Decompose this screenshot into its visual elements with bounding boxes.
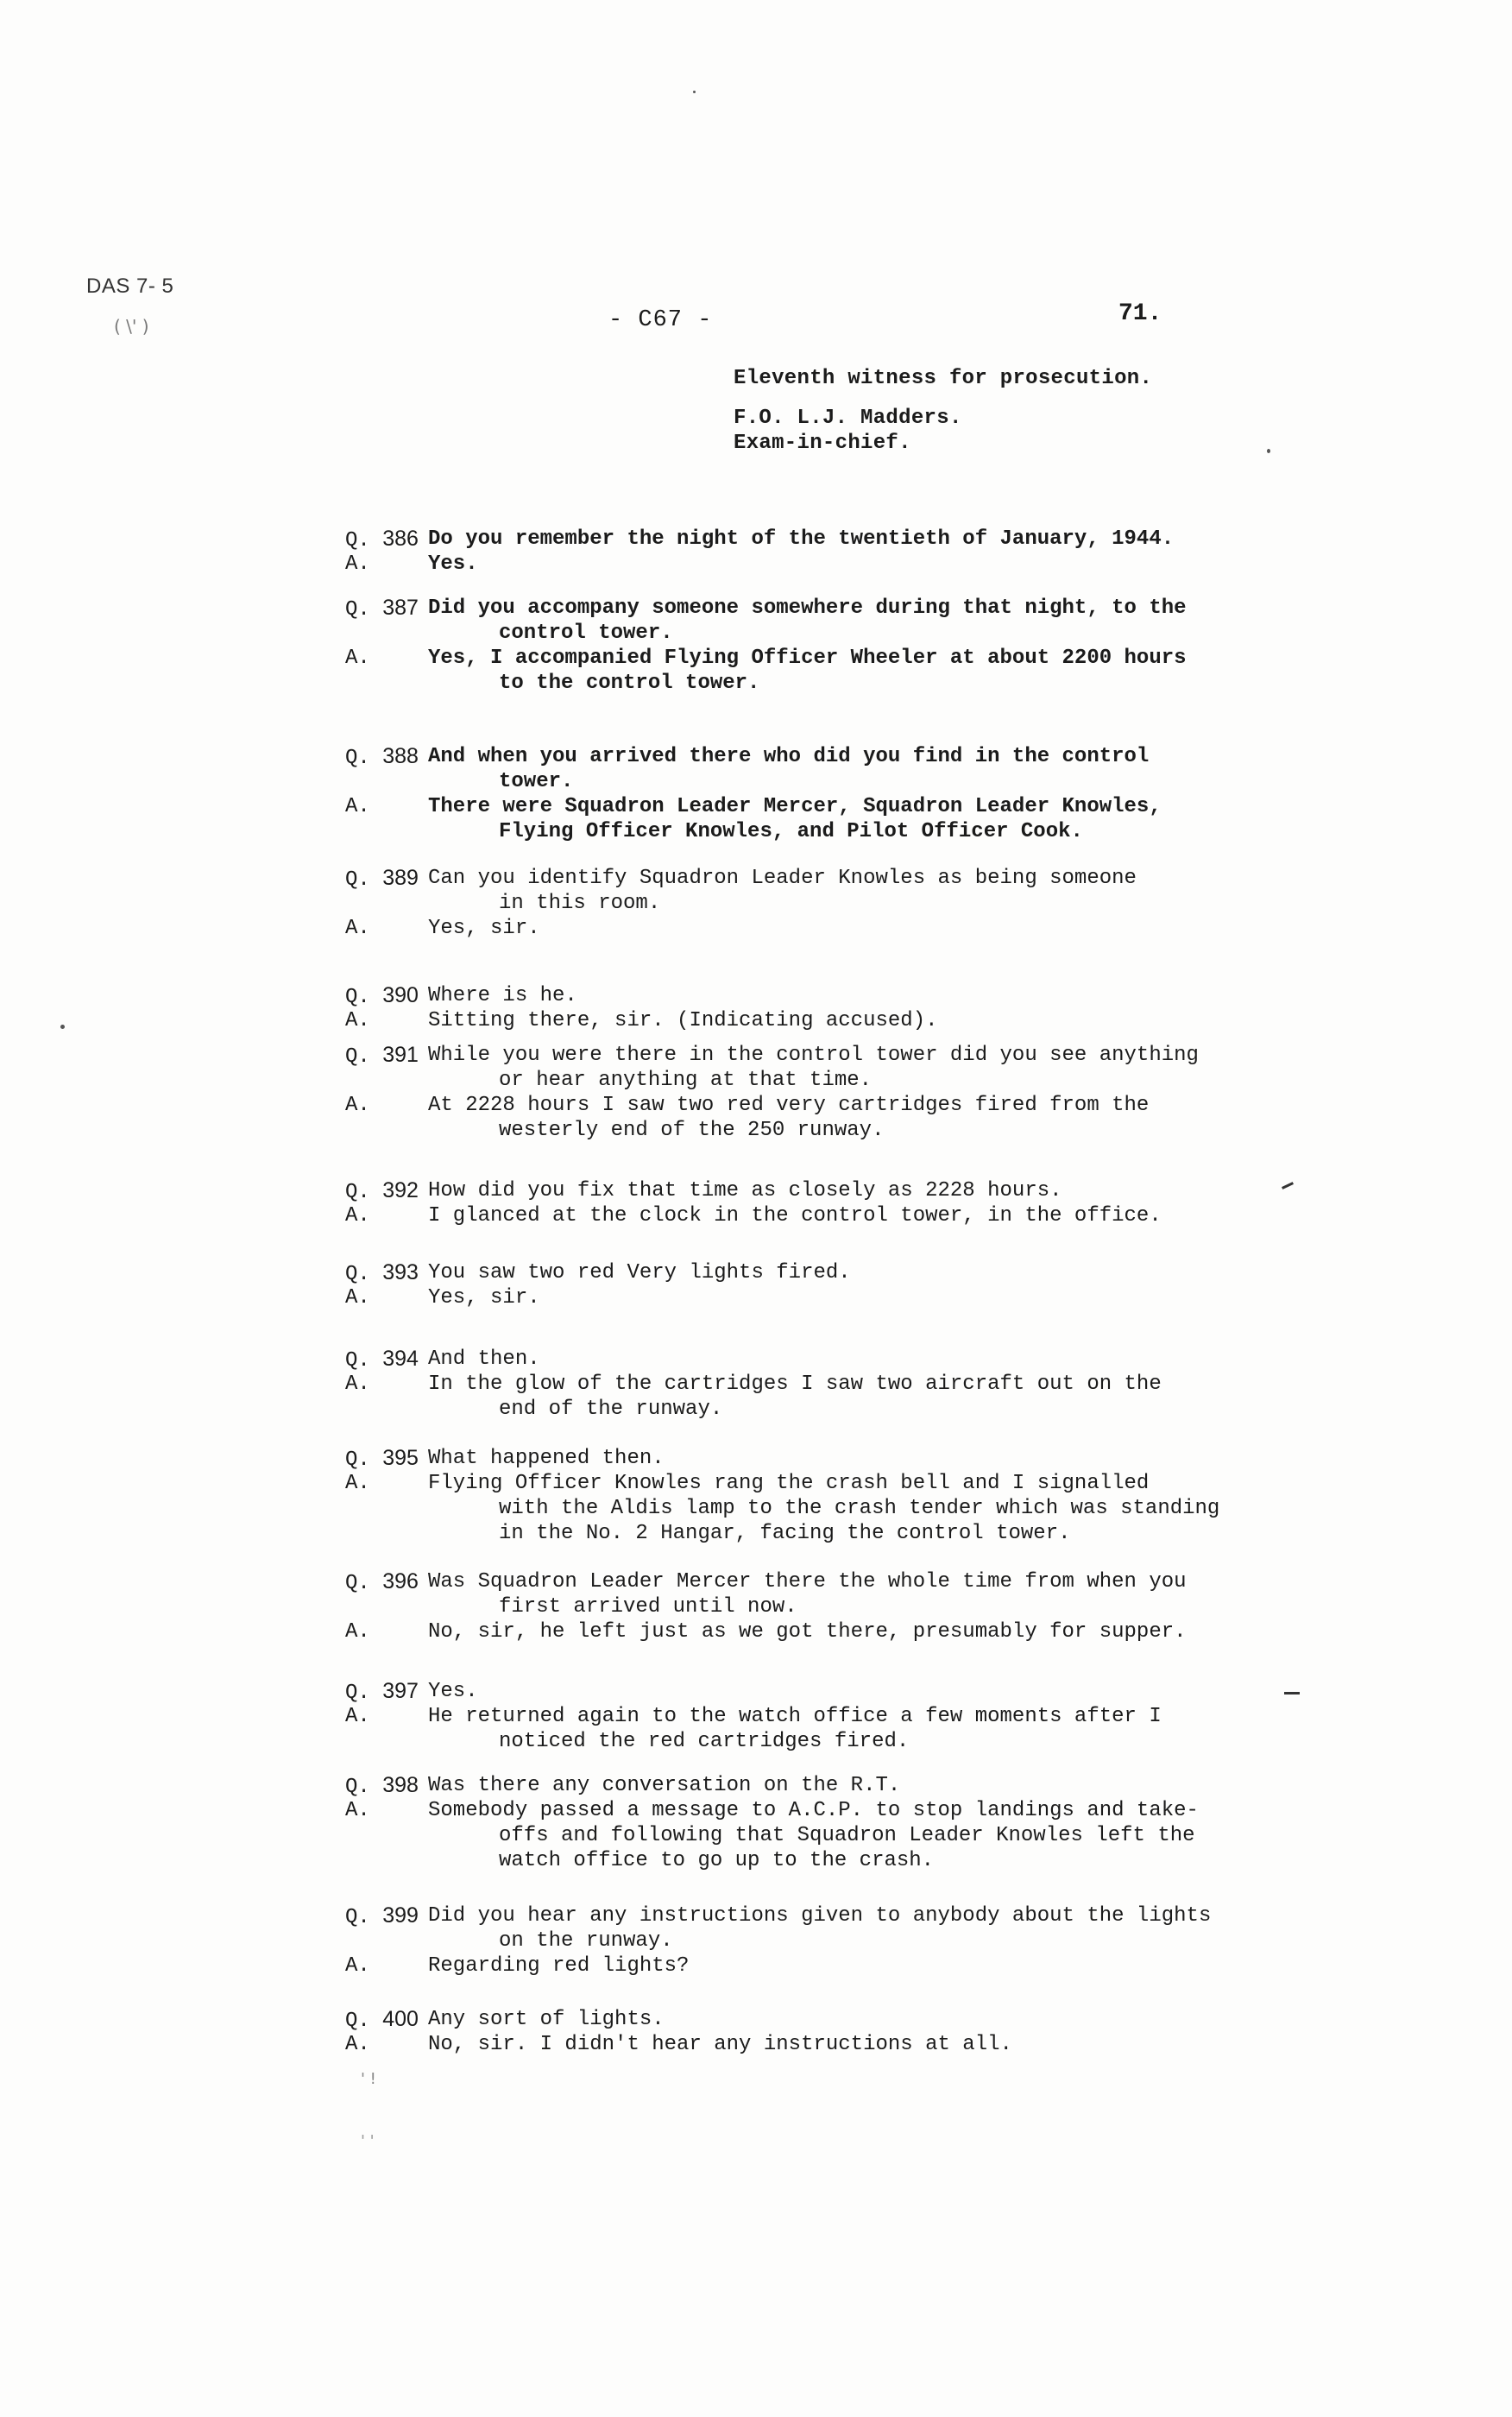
q-prefix: Q. — [345, 747, 370, 770]
answer-label: A. — [345, 1620, 370, 1644]
question-label — [345, 1446, 419, 1473]
answer-label: A. — [345, 917, 370, 940]
question-number: 394 — [382, 1347, 419, 1371]
answer-text: Regarding red lights? — [428, 1954, 690, 1978]
answer-label: A. — [345, 1799, 370, 1822]
scan-mark — [1282, 1182, 1294, 1190]
answer-text: Flying Officer Knowles, and Pilot Officer Cook. — [499, 820, 1083, 843]
answer-label: A. — [345, 795, 370, 818]
question-text: Yes. — [428, 1680, 478, 1703]
question-label — [345, 1569, 419, 1596]
q-prefix: Q. — [345, 1906, 370, 1929]
margin-mark: ( \' ) — [114, 316, 149, 337]
answer-text: Yes, sir. — [428, 1286, 540, 1309]
answer-text: noticed the red cartridges fired. — [499, 1730, 910, 1753]
question-text: And then. — [428, 1347, 540, 1371]
question-number: 386 — [382, 527, 419, 551]
question-text: While you were there in the control tower did you see anything — [428, 1044, 1199, 1067]
question-label — [345, 2007, 419, 2034]
answer-text: end of the runway. — [499, 1398, 723, 1421]
answer-text: I glanced at the clock in the control tower, in the office. — [428, 1204, 1162, 1227]
question-text: tower. — [499, 770, 574, 793]
question-number: 398 — [382, 1773, 419, 1797]
answer-text: to the control tower. — [499, 672, 760, 695]
question-number: 396 — [382, 1569, 419, 1593]
question-label — [345, 1178, 419, 1205]
answer-text: Sitting there, sir. (Indicating accused). — [428, 1009, 938, 1032]
answer-text: with the Aldis lamp to the crash tender which was standing — [499, 1497, 1220, 1520]
question-number: 393 — [382, 1260, 419, 1284]
answer-text: He returned again to the watch office a few moments after I — [428, 1705, 1162, 1728]
question-text: Do you remember the night of the twentieth of January, 1944. — [428, 527, 1175, 551]
question-text: in this room. — [499, 892, 661, 915]
question-label — [345, 1043, 419, 1070]
answer-text: Flying Officer Knowles rang the crash bell and I signalled — [428, 1472, 1150, 1495]
answer-text: No, sir. I didn't hear any instructions at all. — [428, 2033, 1012, 2056]
q-prefix: Q. — [345, 868, 370, 892]
question-label — [345, 596, 419, 622]
q-prefix: Q. — [345, 1349, 370, 1373]
scan-mark — [1284, 1692, 1300, 1694]
answer-text: Yes, sir. — [428, 917, 540, 940]
q-prefix: Q. — [345, 598, 370, 622]
answer-text: westerly end of the 250 runway. — [499, 1119, 885, 1142]
exam-type: Exam-in-chief. — [734, 432, 911, 455]
q-prefix: Q. — [345, 1181, 370, 1204]
question-label — [345, 866, 419, 893]
answer-label: A. — [345, 1009, 370, 1032]
question-text: And when you arrived there who did you find in the control — [428, 745, 1150, 768]
question-number: 391 — [382, 1043, 419, 1067]
question-text: Was there any conversation on the R.T. — [428, 1774, 901, 1797]
answer-label: A. — [345, 1954, 370, 1978]
q-prefix: Q. — [345, 986, 370, 1009]
q-prefix: Q. — [345, 1448, 370, 1472]
answer-label: A. — [345, 1094, 370, 1117]
answer-text: Yes. — [428, 552, 478, 576]
answer-text: watch office to go up to the crash. — [499, 1849, 935, 1872]
answer-label: A. — [345, 1705, 370, 1728]
answer-text: in the No. 2 Hangar, facing the control tower. — [499, 1522, 1071, 1545]
question-label — [345, 744, 419, 771]
q-prefix: Q. — [345, 1776, 370, 1799]
answer-label: A. — [345, 647, 370, 670]
answer-label: A. — [345, 1373, 370, 1396]
archive-reference: DAS 7- 5 — [86, 275, 174, 298]
question-text: control tower. — [499, 622, 673, 645]
page-number: 71. — [1118, 300, 1162, 327]
answer-text: In the glow of the cartridges I saw two aircraft out on the — [428, 1373, 1162, 1396]
question-number: 390 — [382, 983, 419, 1007]
question-number: 387 — [382, 596, 419, 620]
scan-speck — [693, 91, 696, 93]
question-label — [345, 527, 419, 553]
question-text: Any sort of lights. — [428, 2008, 665, 2031]
question-number: 395 — [382, 1446, 419, 1470]
scan-speck — [1267, 449, 1270, 453]
q-prefix: Q. — [345, 1682, 370, 1705]
question-text: How did you fix that time as closely as 2228 hours. — [428, 1179, 1062, 1202]
q-prefix: Q. — [345, 1572, 370, 1595]
question-text: first arrived until now. — [499, 1595, 797, 1619]
question-label — [345, 1903, 419, 1930]
witness-name: F.O. L.J. Madders. — [734, 407, 962, 430]
footer-mark: ' ' — [361, 2132, 375, 2150]
question-label — [345, 1347, 419, 1373]
question-text: Was Squadron Leader Mercer there the whole time from when you — [428, 1570, 1187, 1593]
witness-heading: Eleventh witness for prosecution. — [734, 367, 1153, 390]
question-text: on the runway. — [499, 1929, 673, 1953]
question-label — [345, 1679, 419, 1706]
answer-label: A. — [345, 552, 370, 576]
q-prefix: Q. — [345, 529, 370, 552]
answer-label: A. — [345, 1286, 370, 1309]
answer-text: offs and following that Squadron Leader Knowles left the — [499, 1824, 1195, 1847]
question-number: 388 — [382, 744, 419, 768]
answer-label: A. — [345, 2033, 370, 2056]
question-number: 399 — [382, 1903, 419, 1928]
question-label — [345, 1260, 419, 1287]
answer-label: A. — [345, 1204, 370, 1227]
scan-speck — [60, 1025, 65, 1029]
question-number: 400 — [382, 2007, 419, 2031]
question-text: Can you identify Squadron Leader Knowles as being someone — [428, 867, 1137, 890]
q-prefix: Q. — [345, 2010, 370, 2033]
question-text: Did you accompany someone somewhere during that night, to the — [428, 596, 1187, 620]
question-label — [345, 983, 419, 1010]
answer-text: No, sir, he left just as we got there, presumably for supper. — [428, 1620, 1187, 1644]
question-number: 392 — [382, 1178, 419, 1202]
q-prefix: Q. — [345, 1045, 370, 1069]
q-prefix: Q. — [345, 1263, 370, 1286]
question-text: Where is he. — [428, 984, 577, 1007]
answer-text: Somebody passed a message to A.C.P. to stop landings and take- — [428, 1799, 1199, 1822]
question-label — [345, 1773, 419, 1800]
answer-text: At 2228 hours I saw two red very cartridges fired from the — [428, 1094, 1150, 1117]
answer-text: Yes, I accompanied Flying Officer Wheeler at about 2200 hours — [428, 647, 1187, 670]
question-text: What happened then. — [428, 1447, 665, 1470]
question-text: Did you hear any instructions given to anybody about the lights — [428, 1904, 1212, 1928]
question-text: or hear anything at that time. — [499, 1069, 873, 1092]
answer-label: A. — [345, 1472, 370, 1495]
answer-text: There were Squadron Leader Mercer, Squadron Leader Knowles, — [428, 795, 1162, 818]
question-number: 397 — [382, 1679, 419, 1703]
footer-mark: ' ! — [361, 2070, 376, 2088]
question-number: 389 — [382, 866, 419, 890]
question-text: You saw two red Very lights fired. — [428, 1261, 851, 1284]
page-code: - C67 - — [608, 307, 713, 333]
